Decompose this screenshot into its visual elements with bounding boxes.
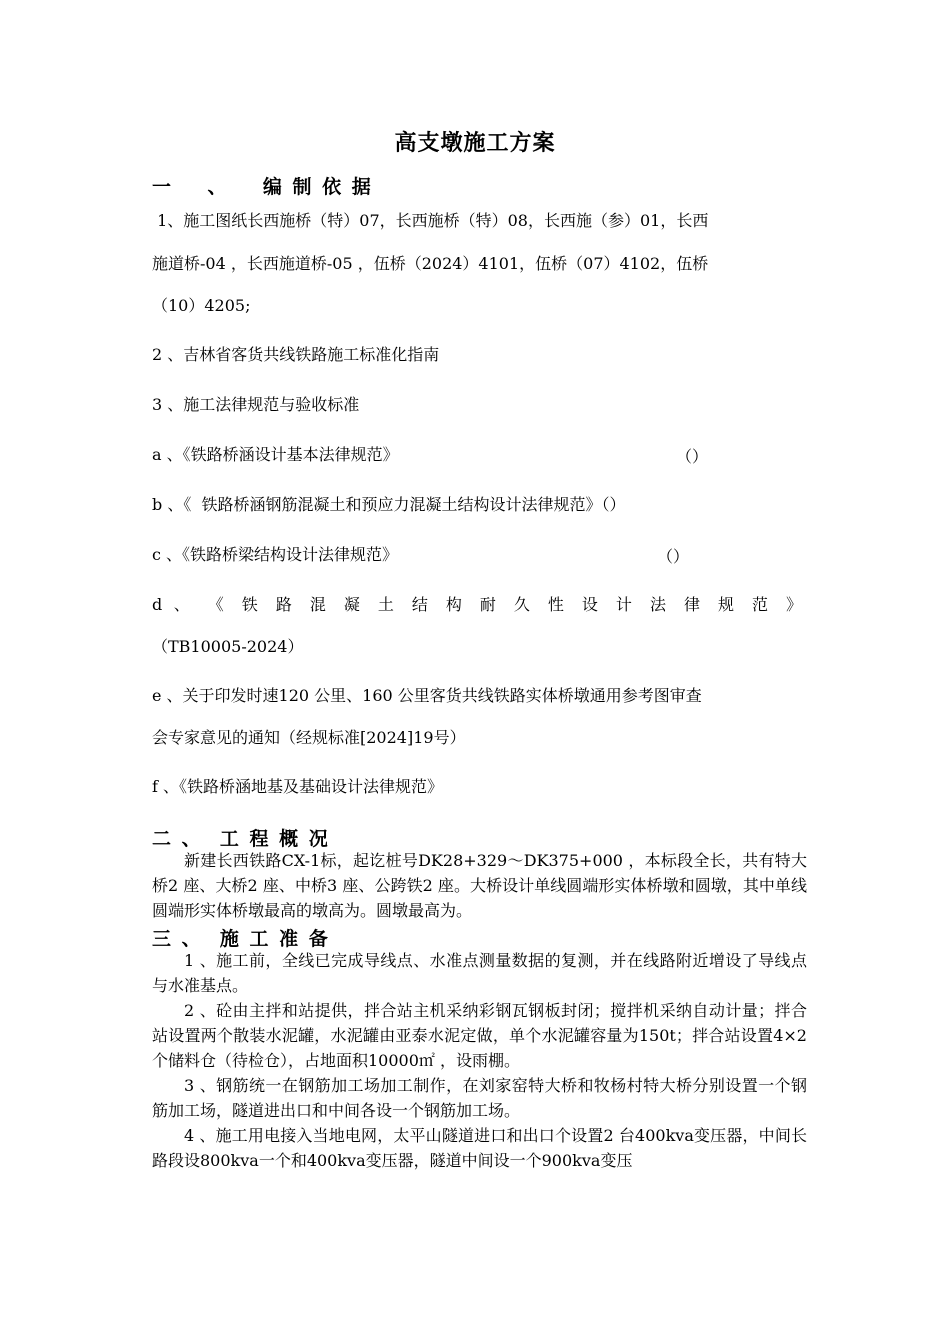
- basis-item3: 3 、施工法律规范与验收标准: [152, 395, 360, 414]
- standard-b: b 、《 铁路桥涵钢筋混凝土和预应力混凝土结构设计法律规范》（）: [152, 495, 626, 514]
- standard-e-line1: e 、关于印发时速120 公里、160 公里客货共线铁路实体桥墩通用参考图审查: [152, 686, 702, 705]
- basis-item1-line2: 施道桥-04 ，长西施道桥-05 ，伍桥（2024）4101，伍桥（07）4102，伍桥: [152, 254, 709, 273]
- standard-f: f 、《铁路桥涵地基及基础设计法律规范》: [152, 777, 444, 796]
- overview-paragraph: 新建长西铁路CX-1标，起讫桩号DK28+329～DK375+000 ，本标段全长，共有特大桥2 座、大桥2 座、中桥3 座、公跨铁2 座。大桥设计单线圆端形实体桥墩和圆墩，其中单线圆端形实体桥墩最高的墩高为。圆墩最高为。: [152, 851, 807, 920]
- standard-e-line2: 会专家意见的通知（经规标准[2024]19号）: [152, 728, 466, 747]
- preparation-item4: 4 、施工用电接入当地电网，太平山隧道进口和出口个设置2 台400kva变压器，中间长路段设800kva一个和400kva变压器，隧道中间设一个900kva变压: [152, 1126, 807, 1170]
- basis-item2: 2 、吉林省客货共线铁路施工标准化指南: [152, 345, 440, 364]
- preparation-item1: 1 、施工前，全线已完成导线点、水准点测量数据的复测，并在线路附近增设了导线点与水准基点。: [152, 951, 807, 995]
- basis-item1-line3: （10）4205;: [152, 296, 251, 315]
- standard-d-line1: d 、 《 铁 路 混 凝 土 结 构 耐 久 性 设 计 法 律 规 范 》: [152, 595, 802, 614]
- section3-heading: 三 、 施 工 准 备: [152, 928, 330, 950]
- standard-a-paren: （）: [676, 447, 709, 466]
- document-title: 高支墩施工方案: [394, 130, 556, 156]
- standard-c-paren: （）: [657, 547, 690, 566]
- preparation-item2: 2 、砼由主拌和站提供，拌合站主机采纳彩钢瓦钢板封闭；搅拌机采纳自动计量；拌合站设置两个散装水泥罐，水泥罐由亚泰水泥定做，单个水泥罐容量为150t；拌合站设置4×2个储料仓（待检仓），占地面积10000㎡ ，设雨棚。: [152, 1001, 807, 1070]
- basis-item1-line1: 1、施工图纸长西施桥（特）07，长西施桥（特）08，长西施（参）01，长西: [152, 211, 709, 230]
- preparation-item3: 3 、钢筋统一在钢筋加工场加工制作，在刘家窑特大桥和牧杨村特大桥分别设置一个钢筋加工场，隧道进出口和中间各设一个钢筋加工场。: [152, 1076, 807, 1120]
- standard-d-line2: （TB10005-2024）: [152, 637, 304, 656]
- section2-heading: 二 、 工 程 概 况: [152, 828, 330, 850]
- standard-c: c 、《铁路桥梁结构设计法律规范》: [152, 545, 399, 564]
- standard-a: a 、《铁路桥涵设计基本法律规范》: [152, 445, 399, 464]
- section1-heading: 一 、 编 制 依 据: [152, 176, 373, 198]
